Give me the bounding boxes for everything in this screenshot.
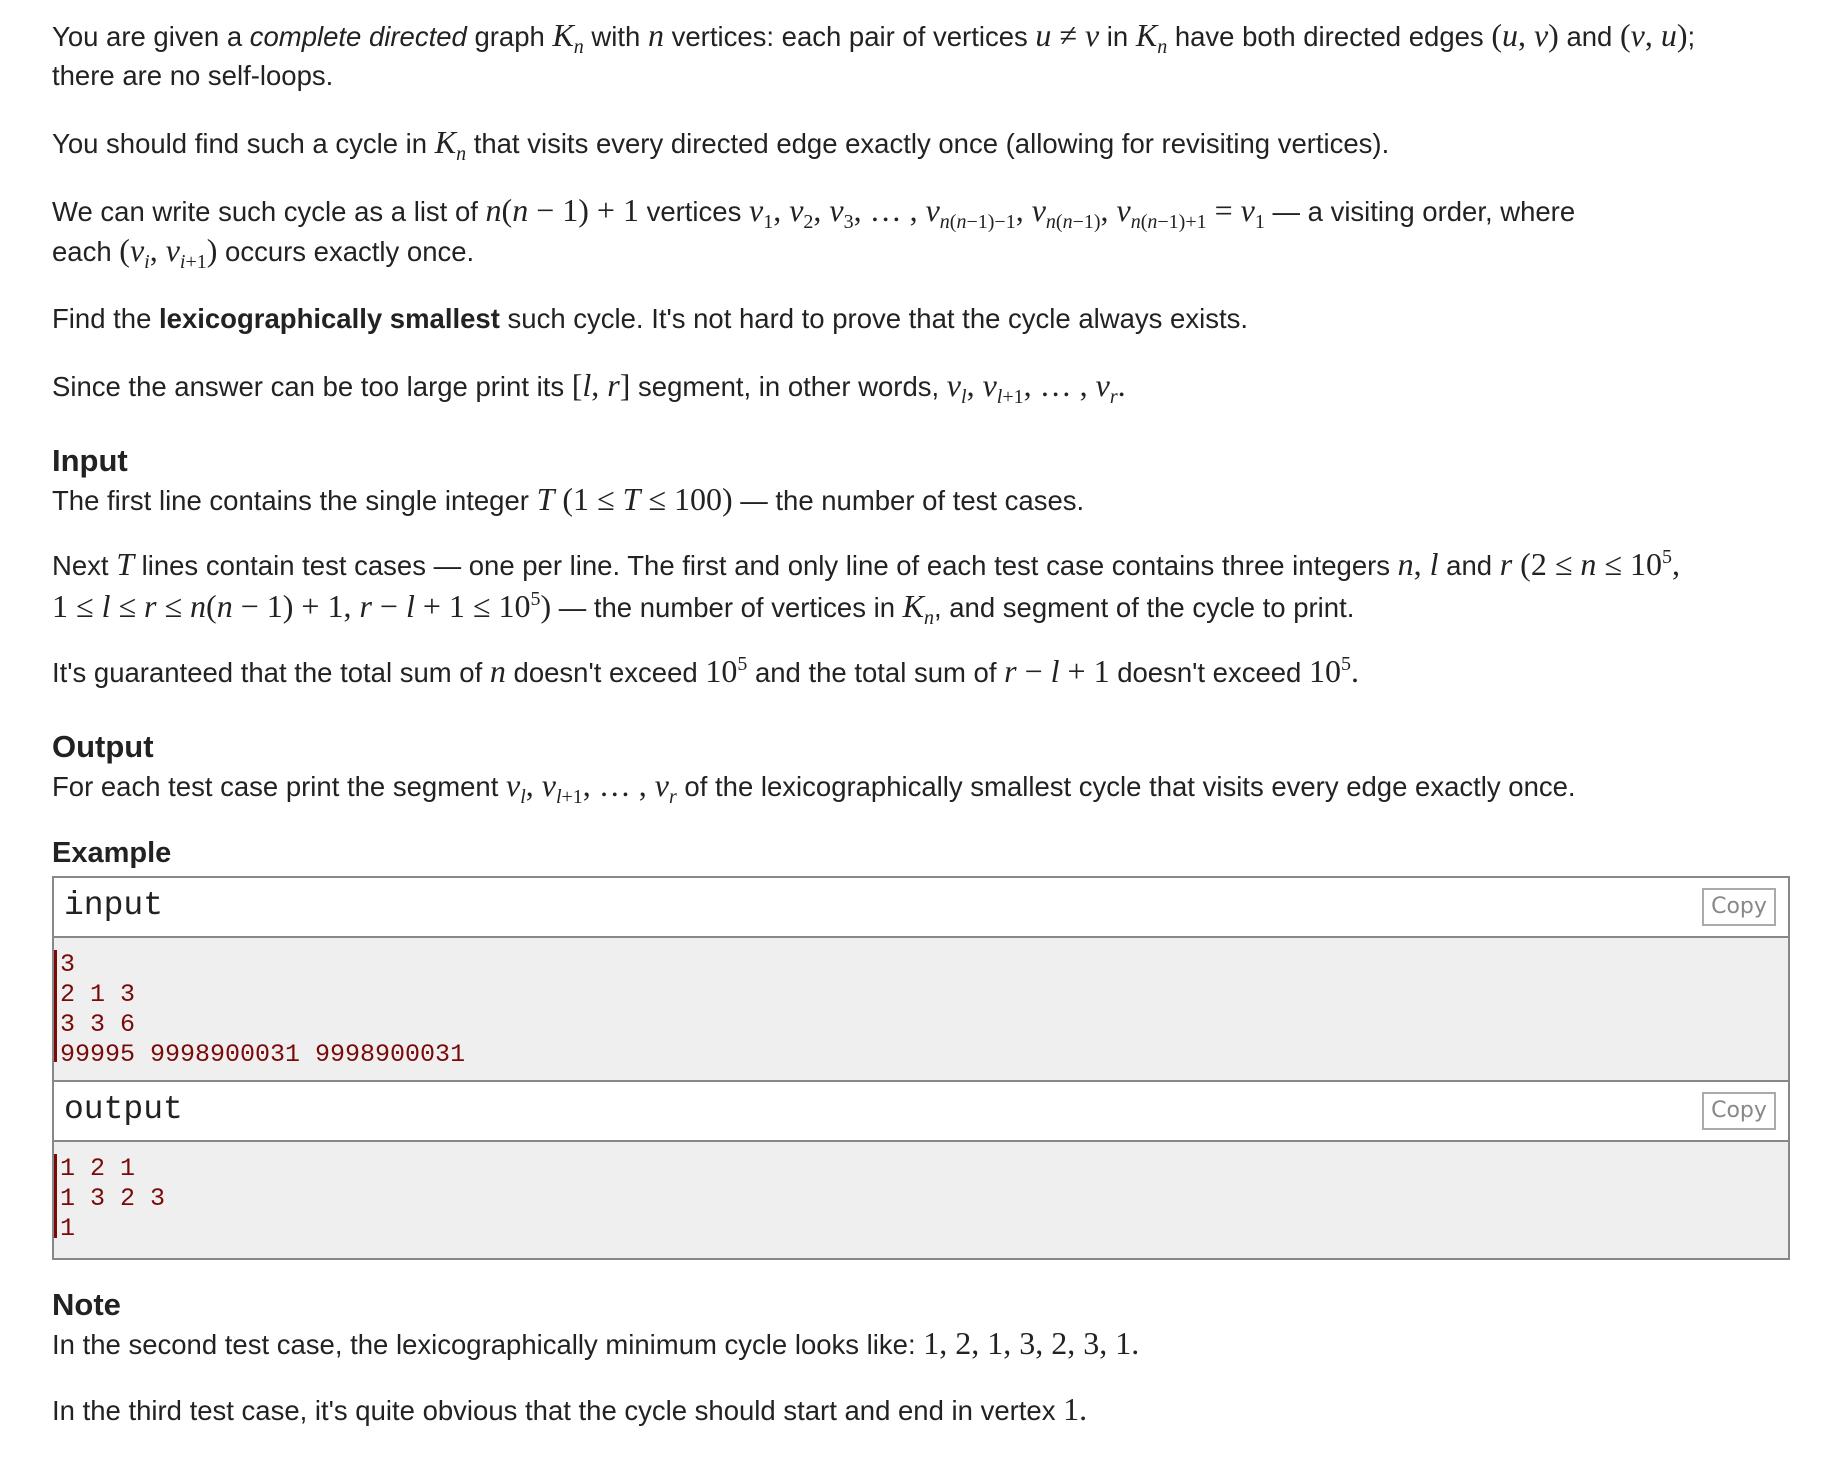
text: In the second test case, the lexicographically minimum cycle looks like: (52, 1329, 924, 1360)
bold-text: lexicographically smallest (159, 303, 500, 334)
example-output-body[interactable] (54, 1142, 1788, 1260)
text: Since the answer can be too large print its (52, 371, 572, 402)
math: $v_1$, $v_2$, $v_3$, … , $v_{n(n-1)-1}$, $v_{n(n-1)}$, $v_{n(n-1)+1} = v_1$ (748, 192, 1265, 233)
statement-paragraph-4 (52, 299, 1790, 338)
text: segment, in other words, (630, 371, 947, 402)
text: have both directed edges (1167, 21, 1492, 52)
math: T (1 ≤ T ≤ 100) (536, 481, 733, 517)
example-input-header (54, 878, 1788, 938)
text: of the lexicographically smallest cycle that visits every edge exactly once. (676, 771, 1576, 802)
example-title: Example (52, 837, 172, 869)
math: $K_n$ (434, 124, 467, 165)
input-paragraph-2: Next T lines contain test cases — one per line. The first and only line of each test case contains three integers n, l and r ($2 \le n \le 10^5$, 1 ≤ l ≤ r ≤ n(n − 1) + 1, $r - l + 1 \le 10^5$) — the number of vertices in $K_n$, and segment of the cycle to print. (52, 546, 1680, 629)
input-paragraph-1 (52, 480, 1790, 520)
text: We can write such cycle as a list of (52, 196, 486, 227)
example-box (52, 876, 1790, 1260)
math: [l, r] (571, 367, 631, 403)
text: doesn't exceed (505, 657, 706, 688)
math: r − l + 1 (1004, 653, 1110, 689)
input-paragraph-3 (52, 652, 1790, 692)
text: that visits every directed edge exactly once (allowing for revisiting vertices). (466, 128, 1390, 159)
math: $v_l$, $v_{l+1}$, … , $v_r$ (505, 767, 677, 808)
text: — a visiting order, where (1264, 196, 1576, 227)
note-paragraph-1 (52, 1324, 1790, 1364)
math: $10^5$. (1309, 653, 1359, 689)
math: $v_l$, $v_{l+1}$, … , $v_r$. (946, 367, 1126, 408)
math: u (1035, 17, 1052, 53)
copy-output-button[interactable]: Copy (1702, 1092, 1776, 1130)
text: vertices (638, 196, 749, 227)
note-paragraph-2 (52, 1390, 1790, 1430)
text: with (583, 21, 648, 52)
text: lines contain test cases — one per line. The first and only line of each test case contains three integers (133, 550, 1398, 581)
text: — the number of vertices in (551, 592, 903, 623)
math: (u, v) (1491, 17, 1559, 53)
math: r (1499, 546, 1513, 582)
problem-statement (52, 16, 1790, 1430)
math: n (489, 653, 506, 689)
text: there are no self-loops. (52, 60, 334, 91)
text: occurs exactly once. (217, 236, 475, 267)
statement-paragraph-1: You are given a complete directed graph $K_n$ with n vertices: each pair of vertices u ≠ v in $K_n$ have both directed edges (u, v) and (v, u); there are no self-loops. (52, 17, 1696, 91)
text: , and segment of the cycle to print. (933, 592, 1355, 623)
example-output-line: 1 2 1 (60, 1154, 136, 1183)
emphasis-text: complete directed (249, 21, 467, 52)
text: — the number of test cases. (732, 485, 1085, 516)
math: $K_n$ (1135, 17, 1168, 58)
math: ($v_i$, $v_{i+1}$) (119, 232, 218, 273)
text: doesn't exceed (1109, 657, 1309, 688)
math: (v, u) (1620, 17, 1688, 53)
example-input-line: 3 (60, 950, 76, 979)
example-input-line: 3 3 6 (60, 1010, 136, 1039)
text: It's guaranteed that the total sum of (52, 657, 490, 688)
text: The first line contains the single integer (52, 485, 537, 516)
text: and (1558, 21, 1620, 52)
example-output-line: 1 3 2 3 (60, 1184, 166, 1213)
example-output-label: output (64, 1091, 183, 1128)
math: n(n − 1) + 1 (485, 192, 639, 228)
example-output-header (54, 1082, 1788, 1142)
text: In the third test case, it's quite obvious that the cycle should start and end in vertex (52, 1395, 1064, 1426)
copy-input-button[interactable]: Copy (1702, 888, 1776, 926)
test-highlight-bar (54, 950, 57, 1062)
note-section-title: Note (52, 1287, 121, 1322)
text: ; (1687, 21, 1696, 52)
text: graph (466, 21, 553, 52)
text: vertices: each pair of vertices (663, 21, 1036, 52)
text: and the total sum of (747, 657, 1005, 688)
math: n (647, 17, 664, 53)
math: $K_n$ (902, 588, 934, 629)
math: 1, 2, 1, 3, 2, 3, 1. (923, 1325, 1140, 1361)
text: You should find such a cycle in (52, 128, 435, 159)
text: each (52, 236, 120, 267)
statement-paragraph-5 (52, 366, 1790, 406)
text: in (1099, 21, 1136, 52)
example-input-label: input (64, 887, 164, 924)
text: and (1438, 550, 1500, 581)
output-paragraph-1 (52, 766, 1790, 806)
statement-paragraph-2 (52, 123, 1790, 163)
input-section-title: Input (52, 443, 128, 478)
text: You are given a (52, 21, 250, 52)
statement-paragraph-3 (52, 191, 1790, 271)
math: n, l (1397, 546, 1439, 582)
text: Find the (52, 303, 160, 334)
example-input-line: 99995 9998900031 9998900031 (60, 1040, 466, 1069)
text: Next (52, 550, 117, 581)
output-section-title: Output (52, 729, 154, 764)
math: $10^5$ (705, 653, 748, 689)
text: such cycle. It's not hard to prove that the cycle always exists. (499, 303, 1248, 334)
math: 1. (1063, 1391, 1088, 1427)
example-input-line: 2 1 3 (60, 980, 136, 1009)
text: For each test case print the segment (52, 771, 506, 802)
example-input-body[interactable] (54, 938, 1788, 1082)
math: $K_n$ (552, 17, 584, 58)
example-output-line: 1 (60, 1214, 76, 1243)
math: T (116, 546, 134, 582)
math: 1 ≤ l ≤ r ≤ n(n − 1) + 1, $r - l + 1 \le 10^5$) (52, 588, 552, 624)
test-highlight-bar (54, 1154, 57, 1238)
